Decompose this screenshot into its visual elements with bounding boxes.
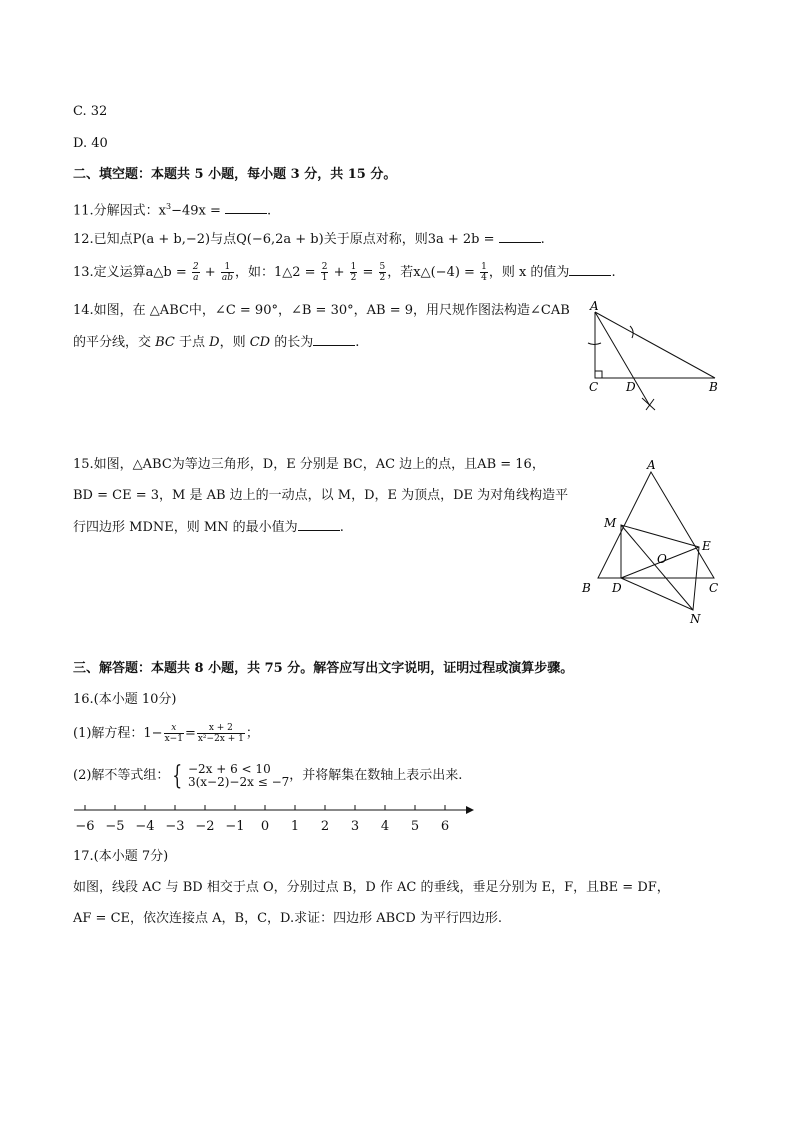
q15-line-3: 行四边形 MDNE，则 MN 的最小值为 . <box>73 520 344 535</box>
fraction: $\frac{2}{a}$ <box>192 262 199 283</box>
option-d: D. 40 <box>73 136 108 151</box>
label-m: M <box>604 516 617 530</box>
q16-part-2: (2)解不等式组： { −2x + 6 < 10 3(x−2)−2x ≤ −7 ，并将解集在数轴上表示出来. <box>73 760 463 791</box>
q12-text: 12.已知点P(a + b,−2)与点Q(−6,2a + b)关于原点对称，则3a + 2b = <box>73 232 495 247</box>
answer-blank[interactable] <box>298 518 340 531</box>
fraction: $\frac{5}{2}$ <box>379 262 386 283</box>
axis-tick-label: −5 <box>105 819 125 834</box>
axis-tick-label: 2 <box>320 819 330 834</box>
axis-tick-label: −4 <box>135 819 155 834</box>
q16-part-1: (1)解方程：1− $\frac{x}{x-1}$ = $\frac{x + 2}{\text{x²−2x + 1}}$ ； <box>73 723 259 744</box>
fraction: $\frac{x + 2}{\text{x²−2x + 1}}$ <box>197 723 244 744</box>
plus-sign: + <box>204 265 216 280</box>
plus-sign: + <box>333 265 345 280</box>
axis-arrow <box>466 806 474 814</box>
diagonal-mn <box>621 525 693 610</box>
answer-blank[interactable] <box>225 201 267 214</box>
label-b: B <box>709 380 718 394</box>
parallelogram-mdne <box>621 525 699 610</box>
question-13: 13.定义运算a△b = $\frac{2}{a}$ + $\frac{1}{ab}$ ，如：1△2 = $\frac{2}{1}$ + $\frac{1}{2}$ = $\frac{5}{2}$ ，若x△(−4) = $\frac{1}{4}$ ，则 x 的值为 . <box>73 262 616 283</box>
axis-tick-label: 1 <box>290 819 300 834</box>
q16-header: 16.(本小题 10分) <box>73 692 177 707</box>
axis-tick-label: −2 <box>195 819 215 834</box>
fraction: $\frac{1}{ab}$ <box>221 262 233 283</box>
axis-tick-label: 3 <box>350 819 360 834</box>
label-n: N <box>690 612 701 625</box>
q14-line-1: 14.如图，在 △ABC中，∠C = 90°，∠B = 30°，AB = 9，用尺规作图法构造∠CAB <box>73 303 570 318</box>
label-a: A <box>647 458 656 472</box>
q14-line-2: 的平分线，交 BC 于点 D，则 CD 的长为 . <box>73 335 360 350</box>
label-d: D <box>626 380 636 394</box>
fraction: $\frac{x}{x-1}$ <box>164 723 183 744</box>
axis-tick-label: −3 <box>165 819 185 834</box>
answer-blank[interactable] <box>499 230 541 243</box>
label-d: D <box>612 581 622 595</box>
equals-sign: = <box>362 265 374 280</box>
answer-blank[interactable] <box>569 263 611 276</box>
question-12: 12.已知点P(a + b,−2)与点Q(−6,2a + b)关于原点对称，则3a + 2b = . <box>73 232 545 247</box>
axis-tick-label: 5 <box>410 819 420 834</box>
label-b: B <box>582 581 591 595</box>
label-c: C <box>589 380 599 394</box>
label-o: O <box>657 552 667 566</box>
label-e: E <box>702 539 711 553</box>
inequality-system: −2x + 6 < 10 3(x−2)−2x ≤ −7 <box>187 761 290 789</box>
question-11: 11.分解因式：$x^3-49x$ = . <box>73 202 272 219</box>
q17-line-2: AF = CE，依次连接点 A，B，C，D.求证：四边形 ABCD 为平行四边形. <box>73 911 503 926</box>
label-a: A <box>590 299 599 313</box>
q13-mid2: ，若x△(−4) = <box>387 265 475 280</box>
q17-header: 17.(本小题 7分) <box>73 849 169 864</box>
q11-exponent: 3 <box>166 202 172 211</box>
fraction: $\frac{1}{4}$ <box>481 262 487 283</box>
section-2-title: 二、填空题：本题共 5 小题，每小题 3 分，共 15 分。 <box>73 167 397 182</box>
side-ab <box>595 312 715 378</box>
q11-suffix: −49x = <box>171 203 221 219</box>
number-line <box>70 800 480 820</box>
q15-line-2: BD = CE = 3，M 是 AB 边上的一动点，以 M，D，E 为顶点，DE 为对角线构造平 <box>73 488 569 503</box>
axis-tick-label: −6 <box>75 819 95 834</box>
axis-tick-label: 4 <box>380 819 390 834</box>
section-3-title: 三、解答题：本题共 8 小题，共 75 分。解答应写出文字说明，证明过程或演算步骤。 <box>73 661 574 676</box>
axis-tick-label: 0 <box>260 819 270 834</box>
angle-bisector <box>595 312 650 406</box>
fraction: $\frac{1}{2}$ <box>350 262 357 283</box>
q11-prefix: 11.分解因式：x <box>73 203 167 219</box>
brace: { <box>172 760 183 791</box>
label-c: C <box>709 581 719 595</box>
q15-triangle-figure <box>578 455 728 625</box>
option-c: C. 32 <box>73 104 108 119</box>
right-angle-mark <box>595 371 602 378</box>
fraction: $\frac{2}{1}$ <box>321 262 328 283</box>
q13-suffix: ，则 x 的值为 <box>488 265 570 280</box>
q14-triangle-figure <box>580 298 730 418</box>
q17-line-1: 如图，线段 AC 与 BD 相交于点 O，分别过点 B，D 作 AC 的垂线，垂足分别为 E，F，且BE = DF， <box>73 880 670 895</box>
q13-mid: ，如：1△2 = <box>234 265 316 280</box>
q13-prefix: 13.定义运算a△b = <box>73 265 187 280</box>
axis-tick-label: 6 <box>440 819 450 834</box>
answer-blank[interactable] <box>313 333 355 346</box>
q15-line-1: 15.如图，△ABC为等边三角形，D，E 分别是 BC，AC 边上的点，且AB = 16， <box>73 457 545 472</box>
axis-tick-label: −1 <box>225 819 245 834</box>
